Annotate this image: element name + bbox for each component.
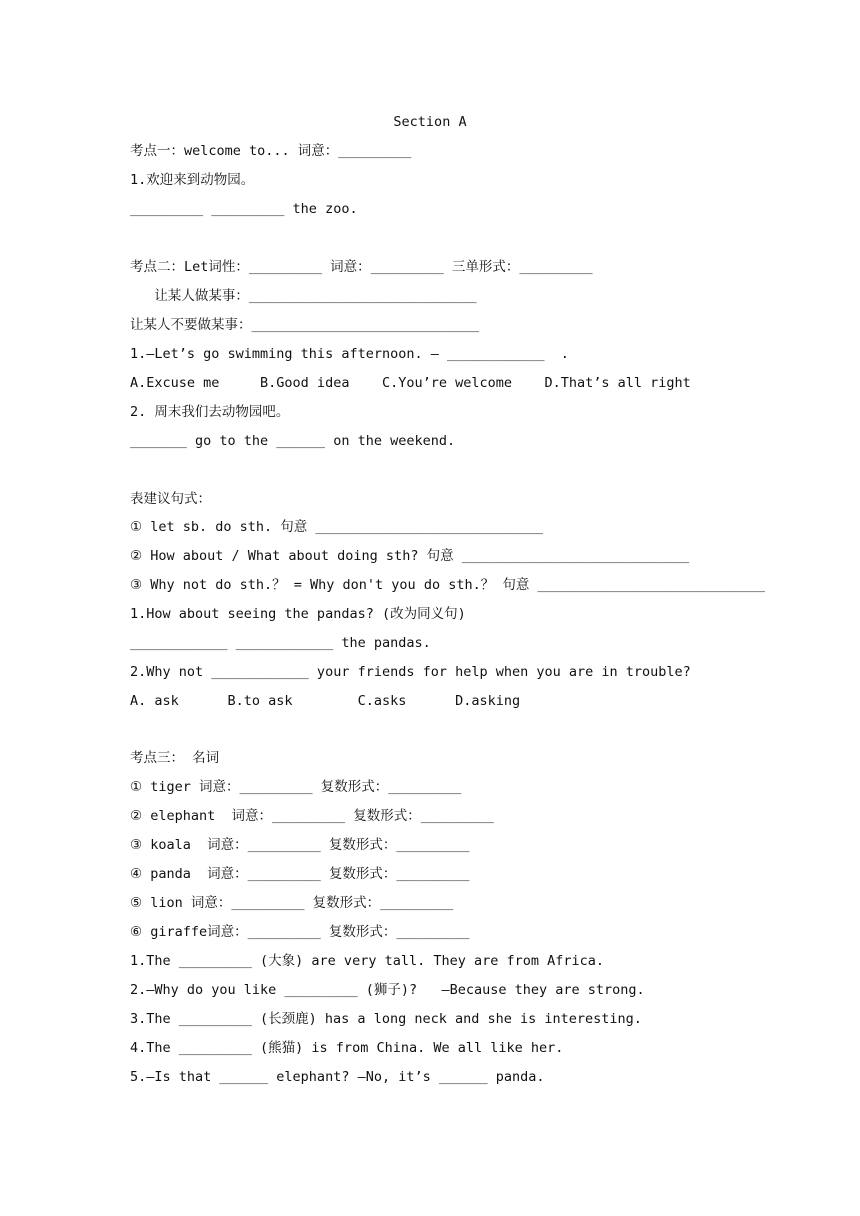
suggestion-pattern-1: ① let sb. do sth. 句意 ____________________________ xyxy=(130,519,543,535)
suggestion-pattern-3: ③ Why not do sth.？ = Why don't you do sth.？ 句意 ____________________________ xyxy=(130,577,766,593)
point-2-make-someone: 让某人做某事：____________________________ xyxy=(130,288,477,304)
point-3-heading: 考点三： 名词 xyxy=(130,750,220,766)
point-1-question-1: 1.欢迎来到动物园。 xyxy=(130,172,255,188)
point-2-question-2-blank: _______ go to the ______ on the weekend. xyxy=(130,433,456,449)
point-2-question-2: 2. 周末我们去动物园吧。 xyxy=(130,404,290,420)
suggestion-question-1-blank: ____________ ____________ the pandas. xyxy=(130,635,431,651)
suggestion-question-2-options: A. ask B.to ask C.asks D.asking xyxy=(130,693,521,709)
point-1-heading: 考点一：welcome to... 词意：_________ xyxy=(130,143,412,159)
noun-giraffe: ⑥ giraffe词意：_________ 复数形式：_________ xyxy=(130,924,470,940)
noun-elephant: ② elephant 词意：_________ 复数形式：_________ xyxy=(130,808,494,824)
suggestion-question-2: 2.Why not ____________ your friends for help when you are in trouble? xyxy=(130,664,691,680)
noun-question-3: 3.The _________ (长颈鹿) has a long neck and she is interesting. xyxy=(130,1011,642,1027)
noun-lion: ⑤ lion 词意：_________ 复数形式：_________ xyxy=(130,895,454,911)
noun-question-1: 1.The _________ (大象) are very tall. They are from Africa. xyxy=(130,953,605,969)
section-title: Section A xyxy=(393,114,467,130)
point-2-dont-let-someone: 让某人不要做某事：____________________________ xyxy=(130,317,480,333)
noun-tiger: ① tiger 词意：_________ 复数形式：_________ xyxy=(130,779,462,795)
suggestion-heading: 表建议句式： xyxy=(130,491,211,507)
noun-panda: ④ panda 词意：_________ 复数形式：_________ xyxy=(130,866,470,882)
suggestion-pattern-2: ② How about / What about doing sth? 句意 ____________________________ xyxy=(130,548,690,564)
suggestion-question-1: 1.How about seeing the pandas? (改为同义句) xyxy=(130,606,466,622)
noun-question-4: 4.The _________ (熊猫) is from China. We all like her. xyxy=(130,1040,564,1056)
noun-koala: ③ koala 词意：_________ 复数形式：_________ xyxy=(130,837,470,853)
point-1-question-1-blank: _________ _________ the zoo. xyxy=(130,201,358,217)
noun-question-5: 5.—Is that ______ elephant? —No, it’s ______ panda. xyxy=(130,1069,545,1085)
point-2-question-1: 1.—Let’s go swimming this afternoon. — ____________ . xyxy=(130,346,569,362)
noun-question-2: 2.—Why do you like _________ (狮子)? —Because they are strong. xyxy=(130,982,645,998)
point-2-heading: 考点二：Let词性：_________ 词意：_________ 三单形式：_________ xyxy=(130,259,593,275)
point-2-question-1-options: A.Excuse me B.Good idea C.You’re welcome D.That’s all right xyxy=(130,375,691,391)
